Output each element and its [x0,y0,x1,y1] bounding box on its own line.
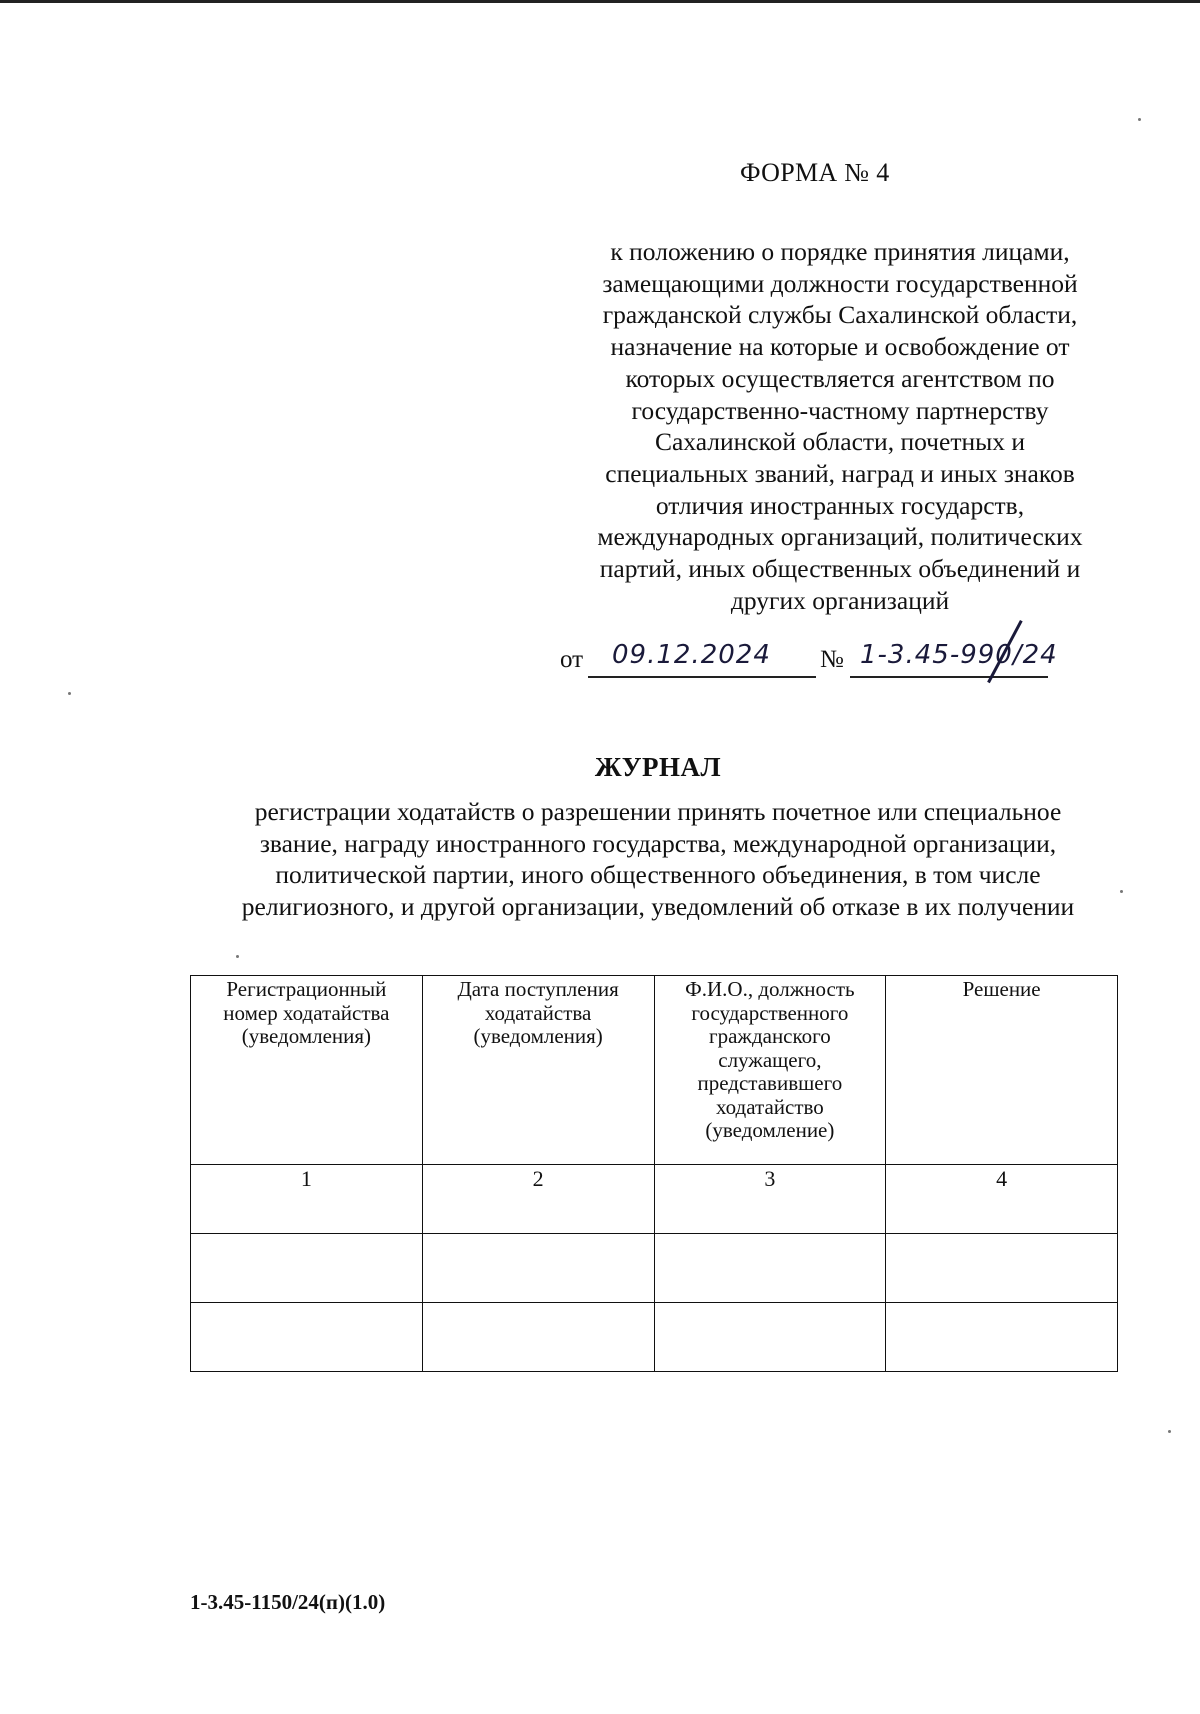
registration-table [190,975,1118,1372]
table-cell [191,1234,423,1303]
scan-speck [68,692,71,695]
handwritten-date: 09.12.2024 [612,640,771,670]
column-number: 1 [191,1165,423,1234]
appendix-line: партий, иных общественных объединений и [599,554,1081,584]
appendix-line: государственно-частному партнерству [631,395,1049,425]
number-underline [850,676,1048,678]
table-cell [886,1303,1118,1372]
scan-speck [1168,1430,1171,1433]
scan-speck [1120,890,1123,893]
journal-subtitle [200,796,1116,923]
scan-speck [236,955,239,958]
table-cell [654,1234,886,1303]
table-cell [191,1303,423,1372]
appendix-line: назначение на которые и освобождение от [610,332,1070,362]
journal-subtitle-line: регистрации ходатайств о разрешении принять почетное или специальное [254,797,1062,826]
appendix-line: Сахалинской области, почетных и [654,427,1026,457]
table-cell [654,1303,886,1372]
date-number-line [560,640,1120,680]
header-cell-receipt-date: Дата поступления ходатайства (уведомления) [422,976,654,1165]
appendix-line: специальных званий, наград и иных знаков [605,458,1075,488]
table-cell [422,1234,654,1303]
header-cell-employee: Ф.И.О., должность государственного гражданского служащего, представившего ходатайство (уведомление) [654,976,886,1165]
journal-subtitle-line: звание, награду иностранного государства, международной организации, [259,828,1057,858]
appendix-line: отличия иностранных государств, [655,490,1025,520]
header-cell-decision: Решение [886,976,1118,1165]
scan-speck [1138,118,1141,121]
appendix-line: других организаций [730,585,950,615]
column-number: 4 [886,1165,1118,1234]
journal-subtitle-line: религиозного, и другой организации, уведомлений об отказе в их получении [241,892,1075,922]
table-row [191,1234,1118,1303]
journal-title: ЖУРНАЛ [594,752,722,782]
table-cell [422,1303,654,1372]
document-code: 1-3.45-1150/24(п)(1.0) [190,1590,386,1614]
number-label: № [820,646,844,673]
table-row [191,1303,1118,1372]
handwritten-number: 1-3.45-990/24 [860,640,1058,670]
journal-subtitle-line: политической партии, иного общественного объединения, в том числе [275,860,1041,890]
form-title: ФОРМА № 4 [740,158,890,187]
column-number-row [191,1165,1118,1234]
appendix-line: гражданской службы Сахалинской области, [602,300,1078,330]
appendix-line: международных организаций, политических [597,522,1083,552]
date-from-label: от [560,646,584,673]
table-cell [886,1234,1118,1303]
appendix-reference [570,236,1110,616]
date-underline [588,676,816,678]
column-number: 3 [654,1165,886,1234]
header-cell-reg-number: Регистрационный номер ходатайства (уведомления) [191,976,423,1165]
appendix-line: которых осуществляется агентством по [625,363,1055,393]
table-header-row [191,976,1118,1165]
scan-top-edge [0,0,1200,3]
appendix-line: к положению о порядке принятия лицами, [610,237,1070,266]
column-number: 2 [422,1165,654,1234]
appendix-line: замещающими должности государственной [602,268,1078,298]
